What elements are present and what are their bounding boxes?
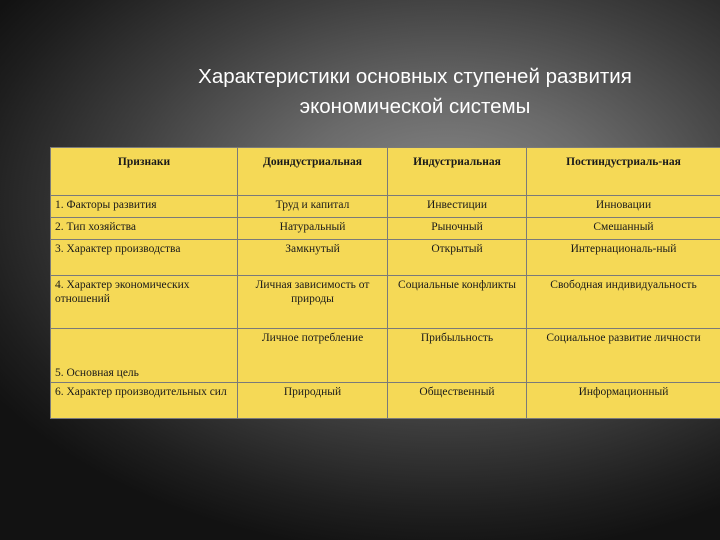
table-row [51,240,720,276]
table-header-row [51,148,720,196]
header-cell-industrial: Индустриальная [388,148,527,196]
row-label: 6. Характер производительных сил [51,383,238,419]
slide-title-line-1: Характеристики основных ступеней развития [198,65,632,88]
table-row [51,383,720,419]
table-cell: Открытый [388,240,527,276]
table-cell: Информационный [527,383,720,419]
table-cell: Интернациональ-ный [527,240,720,276]
table-row [51,329,720,383]
table-row [51,218,720,240]
table-row [51,276,720,329]
table-row [51,196,720,218]
table-cell: Свободная индивидуальность [527,276,720,329]
header-cell-postindustrial: Постиндустриаль-ная [527,148,720,196]
stages-comparison-table [50,147,720,419]
table-cell: Рыночный [388,218,527,240]
table-cell: Труд и капитал [238,196,388,218]
table-cell: Натуральный [238,218,388,240]
row-label: 1. Факторы развития [51,196,238,218]
row-label: 4. Характер экономических отношений [51,276,238,329]
table-cell: Смешанный [527,218,720,240]
table-cell: Социальные конфликты [388,276,527,329]
table-cell: Инновации [527,196,720,218]
table-cell: Прибыльность [388,329,527,383]
header-cell-preindustrial: Доиндустриальная [238,148,388,196]
table-cell: Природный [238,383,388,419]
row-label: 2. Тип хозяйства [51,218,238,240]
table-cell: Личное потребление [238,329,388,383]
slide-title-line-2: экономической системы [299,95,531,118]
header-cell-features: Признаки [51,148,238,196]
row-label: 3. Характер производства [51,240,238,276]
table-cell: Инвестиции [388,196,527,218]
table-cell: Личная зависимость от природы [238,276,388,329]
row-label: 5. Основная цель [51,329,238,383]
slide-title [150,62,680,122]
table-cell: Общественный [388,383,527,419]
table-cell: Замкнутый [238,240,388,276]
table-cell: Социальное развитие личности [527,329,720,383]
